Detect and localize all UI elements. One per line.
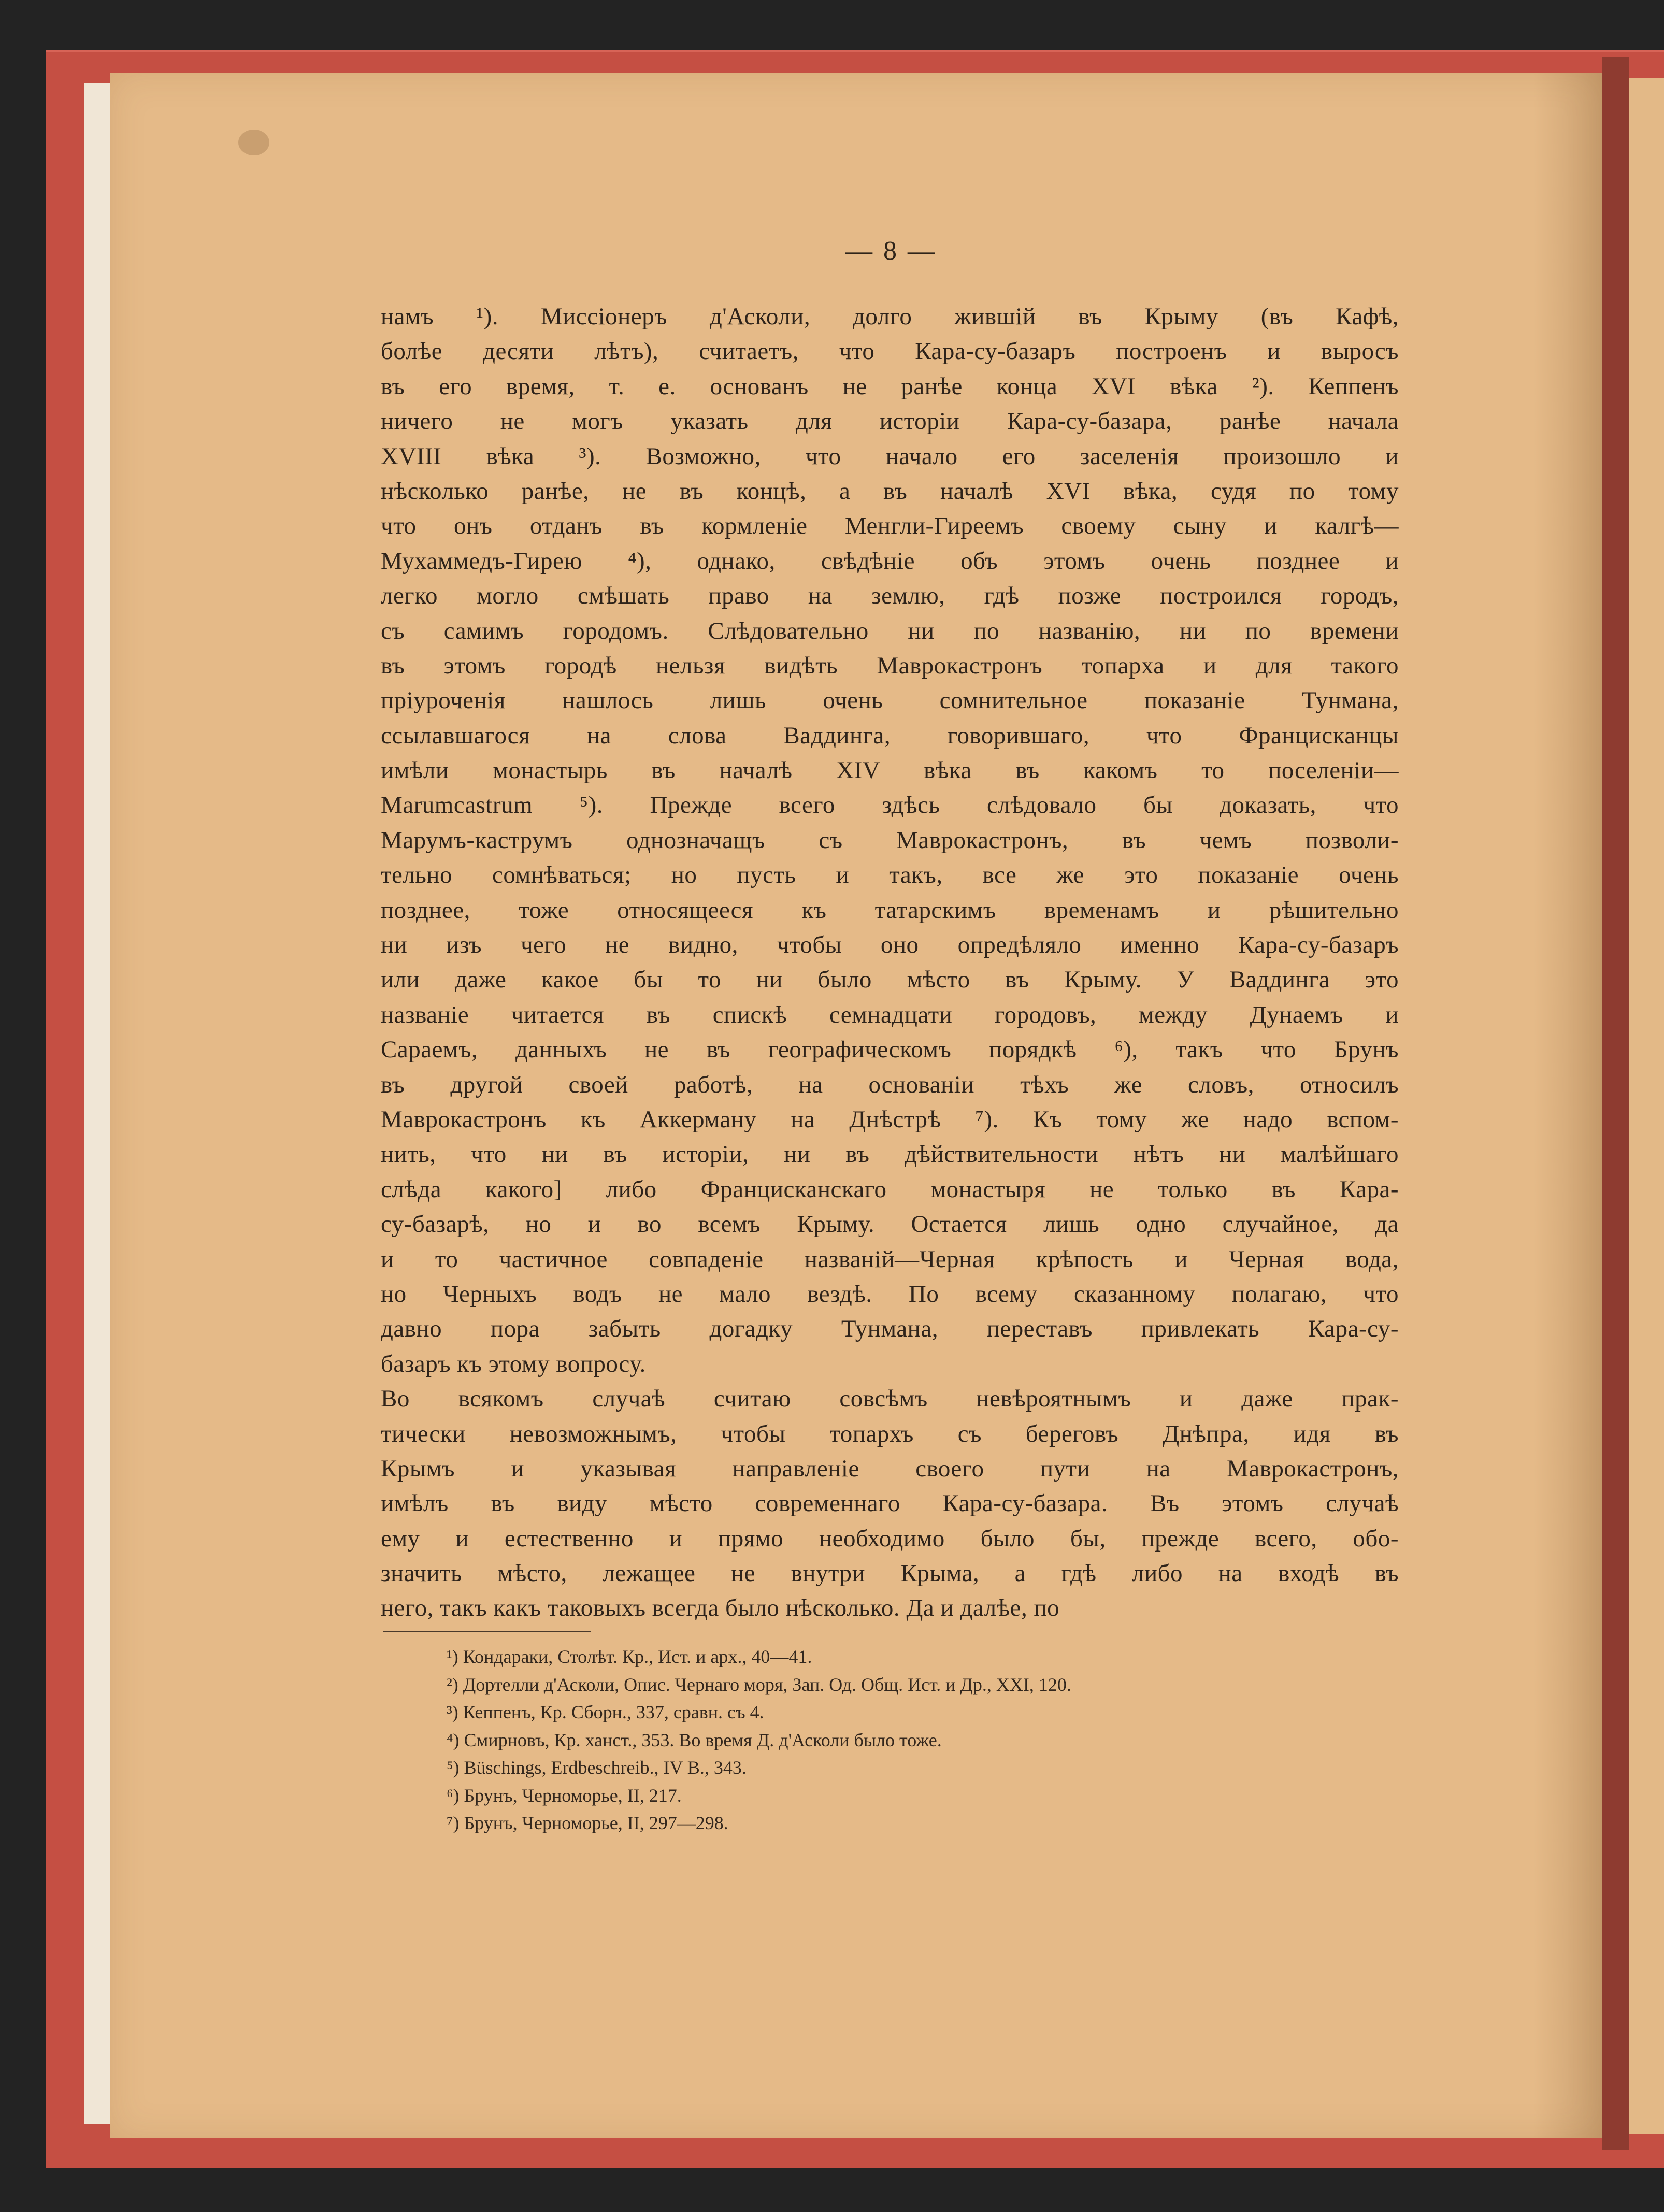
body-line: что онъ отданъ въ кормленiе Менгли-Гиреемъ своему сыну и калгѣ—	[381, 512, 1399, 540]
body-line: Крымъ и указывая направленiе своего пути на Маврокастронъ,	[381, 1455, 1399, 1482]
body-line: Во всякомъ случаѣ считаю совсѣмъ невѣроятнымъ и даже прак-	[381, 1385, 1399, 1413]
footnotes	[447, 1643, 1400, 1837]
body-line: нѣсколько ранѣе, не въ концѣ, а въ началѣ XVI вѣка, судя по тому	[381, 477, 1399, 505]
body-line: въ другой своей работѣ, на основанiи тѣхъ же словъ, относилъ	[381, 1071, 1399, 1098]
footnote: ²) Дортелли д'Асколи, Опис. Чернаго моря, Зап. Од. Общ. Ист. и Др., XXI, 120.	[447, 1674, 1071, 1695]
body-line: значить мѣсто, лежащее не внутри Крыма, а гдѣ либо на входѣ въ	[381, 1560, 1399, 1587]
body-text	[381, 299, 1399, 1626]
body-line: намъ ¹). Миссiонеръ д'Асколи, долго жившiй въ Крыму (въ Кафѣ,	[381, 303, 1399, 330]
body-line: Marumcastrum ⁵). Прежде всего здѣсь слѣдовало бы доказать, что	[381, 792, 1399, 819]
body-line: тически невозможнымъ, чтобы топархъ съ береговъ Днѣпра, идя въ	[381, 1420, 1399, 1447]
body-line: болѣе десяти лѣтъ), считаетъ, что Кара-су-базаръ построенъ и выросъ	[381, 338, 1399, 365]
body-line: Марумъ-каструмъ однозначащъ съ Маврокастронъ, въ чемъ позволи-	[381, 826, 1399, 854]
body-line: Мухаммедъ-Гирею ⁴), однако, свѣдѣнiе объ этомъ очень позднее и	[381, 547, 1399, 574]
footnote: ⁷) Брунъ, Черноморье, II, 297—298.	[447, 1813, 728, 1833]
body-line: ссылавшагося на слова Ваддинга, говорившаго, что Францисканцы	[381, 722, 1399, 749]
body-line: тельно сомнѣваться; но пусть и такъ, все же это показанiе очень	[381, 861, 1399, 889]
body-line: и то частичное совпаденiе названiй—Черная крѣпость и Черная вода,	[381, 1245, 1399, 1273]
body-line: XVIII вѣка ³). Возможно, что начало его заселенiя произошло и	[381, 442, 1399, 470]
body-line: въ этомъ городѣ нельзя видѣть Маврокастронъ топарха и для такого	[381, 652, 1399, 679]
body-line: но Черныхъ водъ не мало вездѣ. По всему сказанному полагаю, что	[381, 1280, 1399, 1308]
page-number: — 8 —	[845, 236, 937, 266]
book-gutter	[1602, 57, 1629, 2150]
body-line: позднее, тоже относящееся къ татарскимъ временамъ и рѣшительно	[381, 896, 1399, 924]
body-line: названiе читается въ спискѣ семнадцати городовъ, между Дунаемъ и	[381, 1001, 1399, 1028]
footnote: ⁵) Büschings, Erdbeschreib., IV B., 343.	[447, 1757, 747, 1778]
body-line: Сараемъ, данныхъ не въ географическомъ порядкѣ ⁶), такъ что Брунъ	[381, 1036, 1399, 1064]
body-line: него, такъ какъ таковыхъ всегда было нѣсколько. Да и далѣе, по	[381, 1595, 1060, 1622]
body-line: или даже какое бы то ни было мѣсто въ Крыму. У Ваддинга это	[381, 966, 1399, 994]
body-line: имѣлъ въ виду мѣсто современнаго Кара-су-базара. Въ этомъ случаѣ	[381, 1490, 1399, 1517]
body-line: слѣда какого] либо Францисканскаго монастыря не только въ Кара-	[381, 1175, 1399, 1203]
body-line: ни изъ чего не видно, чтобы оно опредѣляло именно Кара-су-базаръ	[381, 931, 1399, 959]
body-line: су-базарѣ, но и во всемъ Крыму. Остается лишь одно случайное, да	[381, 1211, 1399, 1238]
body-line: легко могло смѣшать право на землю, гдѣ позже построился городъ,	[381, 582, 1399, 610]
body-line: Маврокастронъ къ Аккерману на Днѣстрѣ ⁷). Къ тому же надо вспом-	[381, 1105, 1399, 1133]
body-line: въ его время, т. е. основанъ не ранѣе конца XVI вѣка ²). Кеппенъ	[381, 372, 1399, 400]
footnote: ⁴) Смирновъ, Кр. ханст., 353. Во время Д. д'Асколи было тоже.	[447, 1729, 942, 1750]
footnote: ⁶) Брунъ, Черноморье, II, 217.	[447, 1785, 682, 1806]
body-line: имѣли монастырь въ началѣ XIV вѣка въ какомъ то поселенiи—	[381, 757, 1399, 784]
footnote-rule	[383, 1631, 591, 1632]
next-page-edge	[1629, 78, 1664, 2134]
footnote: ¹) Кондараки, Столѣт. Кр., Ист. и арх., 40—41.	[447, 1646, 812, 1667]
body-line: давно пора забыть догадку Тунмана, переставъ привлекать Кара-су-	[381, 1315, 1399, 1343]
paper-stain	[238, 130, 269, 155]
body-line: съ самимъ городомъ. Слѣдовательно ни по названiю, ни по времени	[381, 617, 1399, 644]
body-line: ничего не могъ указать для исторiи Кара-су-базара, ранѣе начала	[381, 408, 1399, 435]
body-line: прiуроченiя нашлось лишь очень сомнительное показанiе Тунмана,	[381, 687, 1399, 714]
footnote: ³) Кеппенъ, Кр. Сборн., 337, сравн. съ 4.	[447, 1702, 764, 1722]
page-edge-shadow	[1533, 73, 1602, 2138]
body-line: ему и естественно и прямо необходимо было бы, прежде всего, обо-	[381, 1525, 1399, 1552]
body-line: базаръ къ этому вопросу.	[381, 1350, 646, 1377]
body-line: нить, что ни въ исторiи, ни въ дѣйствительности нѣтъ ни малѣйшаго	[381, 1141, 1399, 1168]
